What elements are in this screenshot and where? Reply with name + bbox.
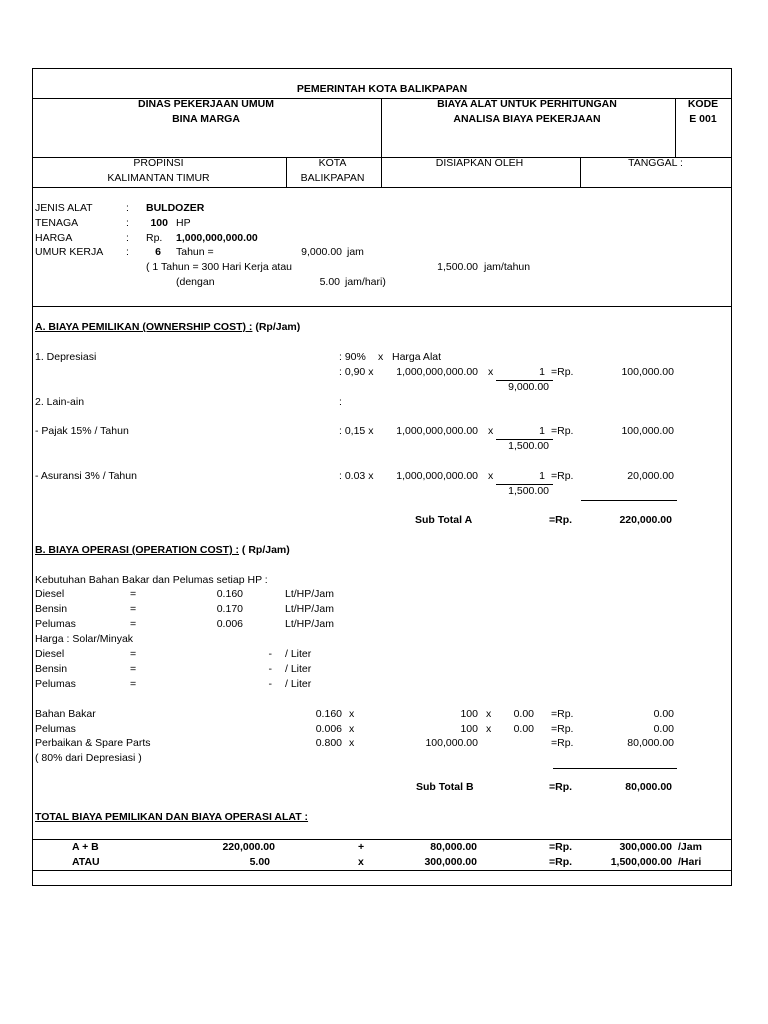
calc-qty: 100 xyxy=(460,708,478,720)
calc-price: 0.00 xyxy=(513,723,534,735)
calc-qty: 100,000.00 xyxy=(425,737,478,749)
repair-note: ( 80% dari Depresiasi ) xyxy=(35,752,142,764)
jam-hari-unit: jam/hari) xyxy=(345,276,386,288)
colon: : xyxy=(126,232,129,244)
need-value: 0.170 xyxy=(216,603,243,615)
x-sign: x xyxy=(349,708,355,720)
x-sign: x xyxy=(488,366,494,378)
x-sign: x xyxy=(349,737,355,749)
price-value: - xyxy=(268,663,272,675)
need-unit: Lt/HP/Jam xyxy=(285,588,335,600)
price-eq: = xyxy=(130,648,137,660)
price-unit: / Liter xyxy=(285,648,312,660)
asuransi-denominator: 1,500.00 xyxy=(508,485,549,497)
purpose-line-2: ANALISA BIAYA PEKERJAAN xyxy=(453,113,601,125)
need-label: Diesel xyxy=(35,588,65,600)
tanggal-label: TANGGAL : xyxy=(628,157,683,169)
jam-tahun-unit: jam/tahun xyxy=(484,261,531,273)
depresiasi-desc: Harga Alat xyxy=(392,351,442,363)
calc-label: Bahan Bakar xyxy=(35,708,96,720)
depresiasi-numerator: 1 xyxy=(539,366,545,378)
calc-factor: 0.160 xyxy=(315,708,342,720)
calc-qty: 100 xyxy=(460,723,478,735)
eq-rp: =Rp. xyxy=(551,737,574,749)
total-row-label: ATAU xyxy=(72,856,100,868)
subtotal-b-value: 80,000.00 xyxy=(625,781,672,793)
x-sign: x xyxy=(349,723,355,735)
price-label: Bensin xyxy=(35,663,68,675)
kode-label: KODE xyxy=(687,98,719,110)
x-sign: x xyxy=(486,708,492,720)
need-eq: = xyxy=(130,603,137,615)
disiapkan-label: DISIAPKAN OLEH xyxy=(435,157,524,169)
harga-label: HARGA xyxy=(35,232,73,244)
price-value: - xyxy=(268,648,272,660)
asuransi-factor: : 0.03 x xyxy=(339,470,374,482)
department-division: BINA MARGA xyxy=(172,113,240,125)
price-label: Diesel xyxy=(35,648,65,660)
eq-rp: =Rp. xyxy=(549,514,573,526)
need-label: Bensin xyxy=(35,603,68,615)
depresiasi-pct: : 90% xyxy=(339,351,366,363)
purpose-line-1: BIAYA ALAT UNTUK PERHITUNGAN xyxy=(437,98,617,110)
kota-value: BALIKPAPAN xyxy=(300,172,365,184)
need-label: Pelumas xyxy=(35,618,76,630)
calc-result: 0.00 xyxy=(653,723,674,735)
need-eq: = xyxy=(130,618,137,630)
total-row-op: + xyxy=(358,841,365,853)
pajak-label: - Pajak 15% / Tahun xyxy=(35,425,129,437)
umur-unit: Tahun = xyxy=(176,246,214,258)
price-eq: = xyxy=(130,663,137,675)
jam-tahun: 1,500.00 xyxy=(437,261,478,273)
kota-label: KOTA xyxy=(318,157,347,169)
pajak-numerator: 1 xyxy=(539,425,545,437)
propinsi-label: PROPINSI xyxy=(133,157,184,169)
eq-rp: =Rp. xyxy=(549,856,573,868)
calc-factor: 0.006 xyxy=(315,723,342,735)
need-unit: Lt/HP/Jam xyxy=(285,603,335,615)
eq-rp: =Rp. xyxy=(549,781,573,793)
umur-value: 6 xyxy=(155,246,161,258)
price-value: - xyxy=(268,678,272,690)
section-a-title: A. BIAYA PEMILIKAN (OWNERSHIP COST) : (Rp/Jam) xyxy=(35,321,301,333)
tahun-note: ( 1 Tahun = 300 Hari Kerja atau xyxy=(146,261,293,273)
umur-label: UMUR KERJA xyxy=(35,246,104,258)
x-sign: x xyxy=(486,723,492,735)
eq-rp: =Rp. xyxy=(551,366,574,378)
total-row-a: 220,000.00 xyxy=(222,841,275,853)
umur-jam: 9,000.00 xyxy=(301,246,342,258)
header-title: PEMERINTAH KOTA BALIKPAPAN xyxy=(296,83,468,95)
subtotal-a-value: 220,000.00 xyxy=(619,514,672,526)
pajak-denominator: 1,500.00 xyxy=(508,440,549,452)
tenaga-label: TENAGA xyxy=(35,217,79,229)
eq-rp: =Rp. xyxy=(551,723,574,735)
eq-rp: =Rp. xyxy=(549,841,573,853)
need-value: 0.160 xyxy=(216,588,243,600)
asuransi-label: - Asuransi 3% / Tahun xyxy=(35,470,137,482)
subtotal-a-label: Sub Total A xyxy=(415,514,473,526)
tenaga-value: 100 xyxy=(150,217,168,229)
calc-result: 0.00 xyxy=(653,708,674,720)
calc-factor: 0.800 xyxy=(315,737,342,749)
colon: : xyxy=(126,202,129,214)
kode-value: E 001 xyxy=(689,113,717,125)
price-label: Pelumas xyxy=(35,678,76,690)
total-row-b: 80,000.00 xyxy=(430,841,477,853)
calc-label: Pelumas xyxy=(35,723,76,735)
jam-hari: 5.00 xyxy=(319,276,340,288)
propinsi-value: KALIMANTAN TIMUR xyxy=(107,172,210,184)
total-row-label: A + B xyxy=(72,841,99,853)
x-sign: x xyxy=(488,470,494,482)
harga-solar-label: Harga : Solar/Minyak xyxy=(35,633,134,645)
colon: : xyxy=(126,217,129,229)
pajak-result: 100,000.00 xyxy=(621,425,674,437)
price-eq: = xyxy=(130,678,137,690)
total-row-op: x xyxy=(358,856,364,868)
depresiasi-price: 1,000,000,000.00 xyxy=(396,366,478,378)
total-row-a: 5.00 xyxy=(249,856,270,868)
umur-jam-unit: jam xyxy=(347,246,364,258)
dengan-note: (dengan xyxy=(176,276,215,288)
department-name: DINAS PEKERJAAN UMUM xyxy=(138,98,274,110)
harga-value: 1,000,000,000.00 xyxy=(176,232,258,244)
total-row-unit: /Hari xyxy=(678,856,702,868)
x-sign: x xyxy=(378,351,384,363)
total-row-b: 300,000.00 xyxy=(424,856,477,868)
lain-label: 2. Lain-ain xyxy=(35,396,85,408)
eq-rp: =Rp. xyxy=(551,470,574,482)
depresiasi-denominator: 9,000.00 xyxy=(508,381,549,393)
asuransi-price: 1,000,000,000.00 xyxy=(396,470,478,482)
total-row-unit: /Jam xyxy=(678,841,702,853)
x-sign: x xyxy=(488,425,494,437)
asuransi-result: 20,000.00 xyxy=(627,470,674,482)
tenaga-unit: HP xyxy=(176,217,191,229)
calc-result: 80,000.00 xyxy=(627,737,674,749)
eq-rp: =Rp. xyxy=(551,708,574,720)
total-row-result: 300,000.00 xyxy=(619,841,672,853)
depresiasi-factor: : 0,90 x xyxy=(339,366,374,378)
pajak-price: 1,000,000,000.00 xyxy=(396,425,478,437)
kebutuhan-label: Kebutuhan Bahan Bakar dan Pelumas setiap HP : xyxy=(35,574,268,586)
price-unit: / Liter xyxy=(285,663,312,675)
total-row-result: 1,500,000.00 xyxy=(610,856,672,868)
section-b-title: B. BIAYA OPERASI (OPERATION COST) : ( Rp/Jam) xyxy=(35,544,290,556)
need-unit: Lt/HP/Jam xyxy=(285,618,335,630)
eq-rp: =Rp. xyxy=(551,425,574,437)
jenis-label: JENIS ALAT xyxy=(35,202,93,214)
calc-price: 0.00 xyxy=(513,708,534,720)
jenis-value: BULDOZER xyxy=(146,202,205,214)
colon: : xyxy=(339,396,342,408)
pajak-factor: : 0,15 x xyxy=(339,425,374,437)
depresiasi-result: 100,000.00 xyxy=(621,366,674,378)
price-unit: / Liter xyxy=(285,678,312,690)
calc-label: Perbaikan & Spare Parts xyxy=(35,737,151,749)
harga-prefix: Rp. xyxy=(146,232,163,244)
need-eq: = xyxy=(130,588,137,600)
need-value: 0.006 xyxy=(216,618,243,630)
colon: : xyxy=(126,246,129,258)
total-title: TOTAL BIAYA PEMILIKAN DAN BIAYA OPERASI ALAT : xyxy=(35,811,309,823)
subtotal-b-label: Sub Total B xyxy=(416,781,474,793)
asuransi-numerator: 1 xyxy=(539,470,545,482)
depresiasi-label: 1. Depresiasi xyxy=(35,351,97,363)
